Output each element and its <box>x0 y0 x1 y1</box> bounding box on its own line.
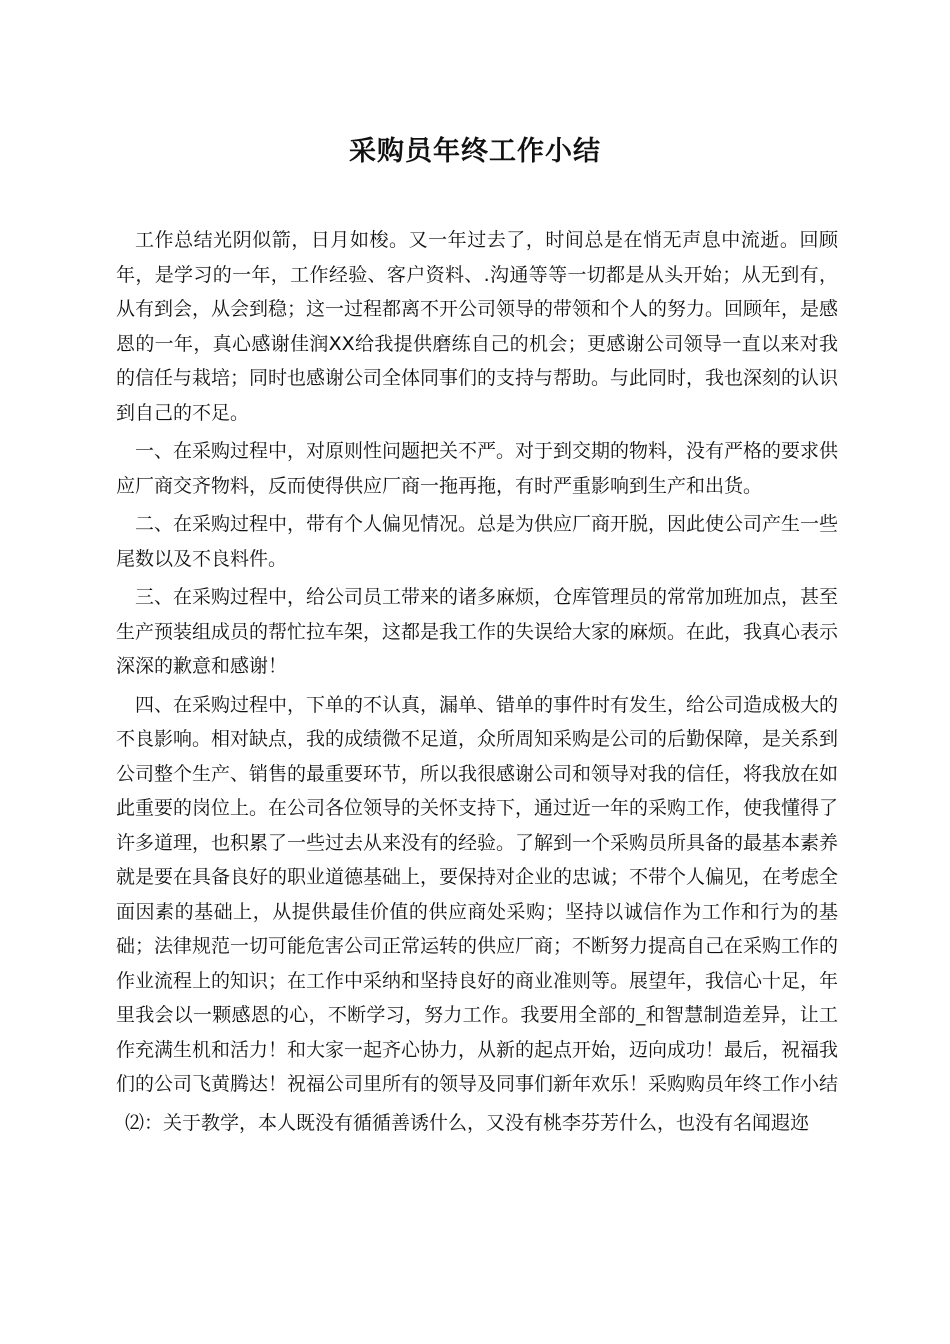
paragraph-continuation: ⑵：关于教学，本人既没有循循善诱什么，又没有桃李芬芳什么，也没有名闻遐迩 <box>125 1111 810 1134</box>
document-title: 采购员年终工作小结 <box>349 136 601 167</box>
paragraph-point-1: 一、在采购过程中，对原则性问题把关不严。对于到交期的物料，没有严格的要求供应厂商交齐物料，反而使得供应厂商一拖再拖，有时严重影响到生产和出货。 <box>116 440 839 497</box>
paragraph-point-3: 三、在采购过程中，给公司员工带来的诸多麻烦，仓库管理员的常常加班加点，甚至生产预装组成员的帮忙拉车架，这都是我工作的失误给大家的麻烦。在此，我真心表示深深的歉意和感谢！ <box>116 586 839 677</box>
paragraph-point-2: 二、在采购过程中，带有个人偏见情况。总是为供应厂商开脱，因此使公司产生一些尾数以及不良料件。 <box>116 513 839 570</box>
paragraph-point-4: 四、在采购过程中，下单的不认真，漏单、错单的事件时有发生，给公司造成极大的不良影响。相对缺点，我的成绩微不足道，众所周知采购是公司的后勤保障，是关系到公司整个生产、销售的最重要环节，所以我很感谢公司和领导对我的信任，将我放在如此重要的岗位上。在公司各位领导的关怀支持下，通过近一年的采购工作，使我懂得了许多道理，也积累了一些过去从来没有的经验。了解到一个采购员所具备的最基本素养就是要在具备良好的职业道德基础上，要保持对企业的忠诚；不带个人偏见，在考虑全面因素的基础上，从提供最佳价值的供应商处采购；坚持以诚信作为工作和行为的基础；法律规范一切可能危害公司正常运转的供应厂商；不断努力提高自己在采购工作的作业流程上的知识；在工作中采纳和坚持良好的商业准则等。展望年，我信心十足，年里我会以一颗感恩的心，不断学习，努力工作。我要用全部的_和智慧制造差异，让工作充满生机和活力！和大家一起齐心协力，从新的起点开始，迈向成功！最后，祝福我们的公司飞黄腾达！祝福公司里所有的领导及同事们新年欢乐！采购购员年终工作小结 <box>116 693 839 1095</box>
document-body <box>116 223 838 1144</box>
paragraph-intro: 工作总结光阴似箭，日月如梭。又一年过去了，时间总是在悄无声息中流逝。回顾年，是学习的一年，工作经验、客户资料、.沟通等等一切都是从头开始；从无到有，从有到会，从会到稳；这一过程都离不开公司领导的带领和个人的努力。回顾年，是感恩的一年，真心感谢佳润XX给我提供磨练自己的机会；更感谢公司领导一直以来对我的信任与栽培；同时也感谢公司全体同事们的支持与帮助。与此同时，我也深刻的认识到自己的不足。 <box>116 229 839 424</box>
